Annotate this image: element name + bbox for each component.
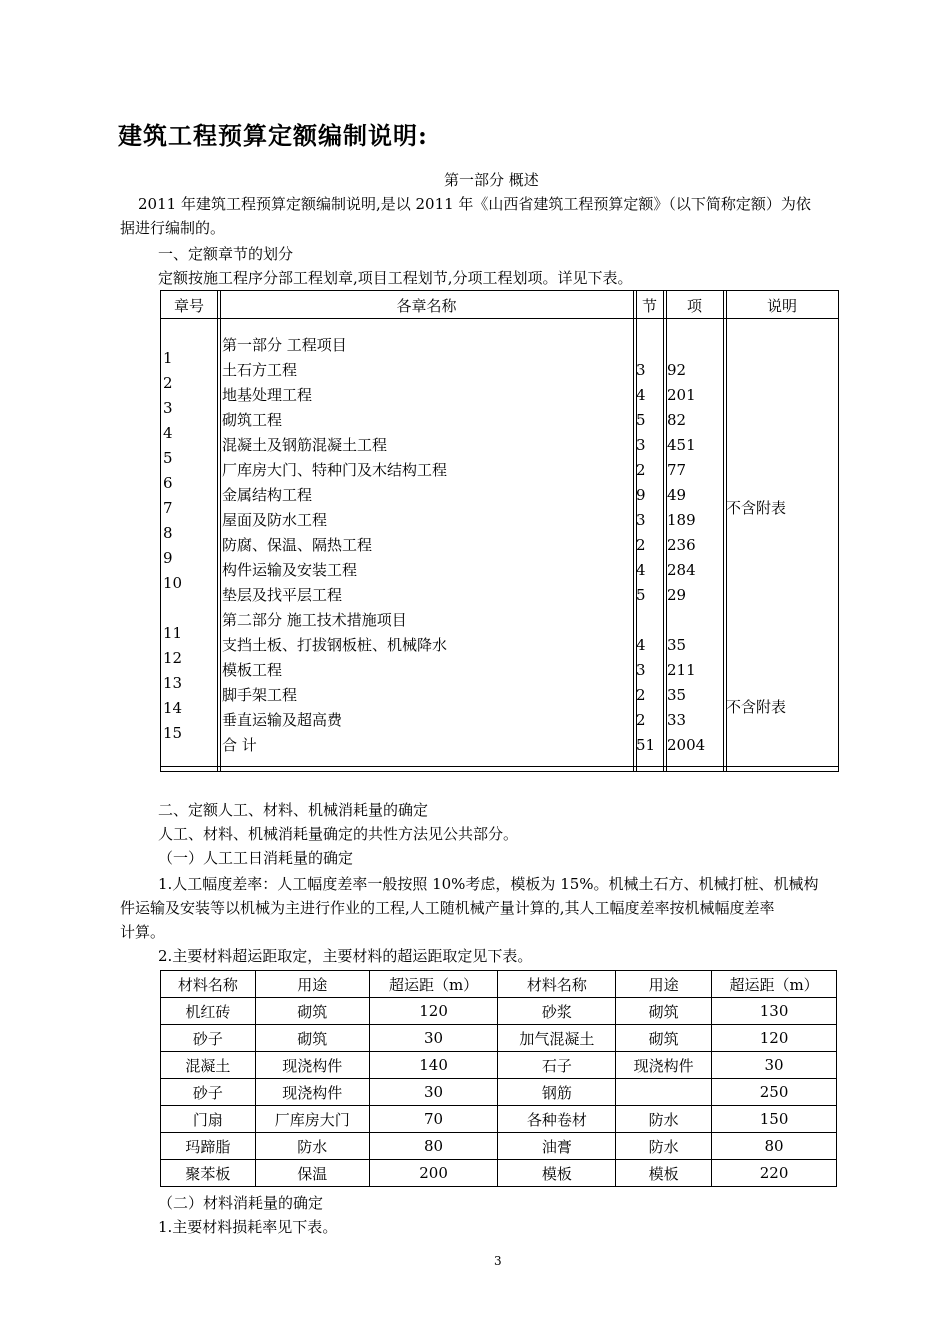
chapter-sections: 4 — [636, 386, 646, 404]
sub2-heading: （二）材料消耗量的确定 — [158, 1194, 324, 1212]
table-cell: 现浇构件 — [616, 1052, 712, 1079]
header-cell: 用途 — [616, 971, 712, 998]
table-cell: 各种卷材 — [498, 1106, 616, 1133]
table-cell: 玛蹄脂 — [161, 1133, 256, 1160]
chapter-no: 2 — [163, 374, 173, 392]
total-label: 合 计 — [222, 736, 257, 754]
chapter-name: 防腐、保温、隔热工程 — [222, 536, 373, 554]
table-row — [161, 1133, 837, 1160]
chapter-sections: 3 — [636, 436, 646, 454]
total-items: 2004 — [667, 736, 706, 754]
table-cell: 80 — [712, 1133, 837, 1160]
chapter-items: 284 — [667, 561, 696, 579]
table-cell: 油膏 — [498, 1133, 616, 1160]
chapter-sections: 2 — [636, 536, 646, 554]
chapter-sections: 5 — [636, 586, 646, 604]
chapter-no: 12 — [163, 649, 183, 667]
table-cell: 200 — [369, 1160, 498, 1187]
chapter-sections: 9 — [636, 486, 646, 504]
table-cell: 砂子 — [161, 1079, 256, 1106]
chapter-items: 189 — [667, 511, 696, 529]
chapter-no: 6 — [163, 474, 173, 492]
sub1-paragraph-line-3: 计算。 — [120, 923, 166, 941]
chapter-no: 9 — [163, 549, 173, 567]
table-cell: 防水 — [616, 1133, 712, 1160]
table-cell: 120 — [712, 1025, 837, 1052]
chapter-note: 不含附表 — [726, 499, 787, 517]
table-header-row — [161, 971, 837, 998]
sub1-heading: （一）人工工日消耗量的确定 — [158, 849, 354, 867]
chapter-no: 13 — [163, 674, 183, 692]
table-cell: 模板 — [616, 1160, 712, 1187]
chapter-sections: 4 — [636, 636, 646, 654]
document-title: 建筑工程预算定额编制说明: — [118, 121, 428, 150]
header-chapter-name: 各章名称 — [396, 297, 457, 315]
sub1-paragraph-line-2: 件运输及安装等以机械为主进行作业的工程,人工随机械产量计算的,其人工幅度差率按机械幅度差率 — [120, 899, 775, 917]
chapter-items: 236 — [667, 536, 696, 554]
table-cell: 砌筑 — [616, 1025, 712, 1052]
table-cell: 150 — [712, 1106, 837, 1133]
table-row — [161, 1106, 837, 1133]
chapter-sections: 3 — [636, 661, 646, 679]
section1-text: 定额按施工程序分部工程划章,项目工程划节,分项工程划项。详见下表。 — [158, 269, 633, 287]
table-cell: 120 — [369, 998, 498, 1025]
table-cell: 机红砖 — [161, 998, 256, 1025]
chapter-items: 35 — [667, 686, 687, 704]
chapter-sections: 5 — [636, 411, 646, 429]
chapter-sections: 4 — [636, 561, 646, 579]
chapter-name: 厂库房大门、特种门及木结构工程 — [222, 461, 448, 479]
table-cell: 80 — [369, 1133, 498, 1160]
sub2-paragraph-1: 1.主要材料损耗率见下表。 — [158, 1218, 338, 1236]
chapter-name: 金属结构工程 — [222, 486, 313, 504]
chapter-no: 15 — [163, 724, 183, 742]
chapter-sections: 2 — [636, 686, 646, 704]
material-distance-table — [160, 970, 837, 1187]
chapter-no: 7 — [163, 499, 173, 517]
intro-line-2: 据进行编制的。 — [120, 219, 226, 237]
section1-heading: 一、定额章节的划分 — [158, 245, 294, 263]
table-cell: 加气混凝土 — [498, 1025, 616, 1052]
table-cell: 防水 — [616, 1106, 712, 1133]
chapter-name: 屋面及防水工程 — [222, 511, 328, 529]
table-cell: 保温 — [255, 1160, 369, 1187]
table-cell: 砂子 — [161, 1025, 256, 1052]
header-note: 说明 — [766, 297, 797, 315]
chapter-items: 201 — [667, 386, 696, 404]
chapter-name: 土石方工程 — [222, 361, 298, 379]
table-cell: 模板 — [498, 1160, 616, 1187]
chapter-name: 地基处理工程 — [222, 386, 313, 404]
table-cell: 30 — [369, 1025, 498, 1052]
chapter-name: 垂直运输及超高费 — [222, 711, 343, 729]
chapter-name: 混凝土及钢筋混凝土工程 — [222, 436, 388, 454]
table-row — [161, 1160, 837, 1187]
header-sections: 节 — [641, 297, 657, 315]
table-cell: 钢筋 — [498, 1079, 616, 1106]
sub1-paragraph-line-1: 1.人工幅度差率：人工幅度差率一般按照 10%考虑，模板为 15%。机械土石方、机械打桩、机械构 — [158, 875, 819, 893]
chapter-note: 不含附表 — [726, 698, 787, 716]
chapter-no: 10 — [163, 574, 183, 592]
chapter-name: 脚手架工程 — [222, 686, 298, 704]
table-cell: 70 — [369, 1106, 498, 1133]
table-cell: 防水 — [255, 1133, 369, 1160]
table-cell: 混凝土 — [161, 1052, 256, 1079]
table-cell: 30 — [369, 1079, 498, 1106]
chapter-name: 模板工程 — [222, 661, 283, 679]
table-row — [161, 1079, 837, 1106]
table-cell: 130 — [712, 998, 837, 1025]
chapter-no: 8 — [163, 524, 173, 542]
header-cell: 用途 — [255, 971, 369, 998]
table-cell: 砂浆 — [498, 998, 616, 1025]
chapter-name: 支挡土板、打拔钢板桩、机械降水 — [222, 636, 448, 654]
table-cell: 门扇 — [161, 1106, 256, 1133]
chapter-items: 33 — [667, 711, 687, 729]
table-cell: 砌筑 — [616, 998, 712, 1025]
chapter-no: 4 — [163, 424, 173, 442]
table-row — [161, 998, 837, 1025]
chapter-items: 211 — [667, 661, 696, 679]
table-cell: 聚苯板 — [161, 1160, 256, 1187]
part-b-title: 第二部分 施工技术措施项目 — [222, 611, 407, 629]
chapter-items: 29 — [667, 586, 687, 604]
chapter-sections: 3 — [636, 361, 646, 379]
header-cell: 超运距（m） — [369, 971, 498, 998]
header-items: 项 — [686, 297, 702, 315]
chapter-name: 垫层及找平层工程 — [222, 586, 343, 604]
chapter-name: 砌筑工程 — [222, 411, 283, 429]
table-cell: 30 — [712, 1052, 837, 1079]
table-cell: 现浇构件 — [255, 1079, 369, 1106]
chapter-items: 77 — [667, 461, 687, 479]
header-chapter-no: 章号 — [173, 297, 204, 315]
table-cell: 砌筑 — [255, 1025, 369, 1052]
chapter-items: 92 — [667, 361, 687, 379]
header-cell: 材料名称 — [498, 971, 616, 998]
sub1-paragraph-2: 2.主要材料超运距取定，主要材料的超运距取定见下表。 — [158, 947, 533, 965]
total-sections: 51 — [636, 736, 656, 754]
chapter-no: 14 — [163, 699, 183, 717]
chapter-items: 451 — [667, 436, 696, 454]
chapter-no: 3 — [163, 399, 173, 417]
table-cell: 220 — [712, 1160, 837, 1187]
chapter-no: 1 — [163, 349, 173, 367]
table-cell — [616, 1079, 712, 1106]
chapter-name: 构件运输及安装工程 — [222, 561, 358, 579]
table-cell: 250 — [712, 1079, 837, 1106]
chapter-items: 35 — [667, 636, 687, 654]
chapter-items: 49 — [667, 486, 687, 504]
table-cell: 140 — [369, 1052, 498, 1079]
chapter-sections: 2 — [636, 461, 646, 479]
table-cell: 石子 — [498, 1052, 616, 1079]
part1-heading: 第一部分 概述 — [444, 171, 539, 189]
table-cell: 厂库房大门 — [255, 1106, 369, 1133]
part-a-title: 第一部分 工程项目 — [222, 336, 347, 354]
chapter-sections: 3 — [636, 511, 646, 529]
header-cell: 材料名称 — [161, 971, 256, 998]
chapter-table — [160, 290, 839, 772]
intro-line-1: 2011 年建筑工程预算定额编制说明,是以 2011 年《山西省建筑工程预算定额》（以下简称定额）为依 — [138, 195, 811, 213]
table-cell: 砌筑 — [255, 998, 369, 1025]
chapter-sections: 2 — [636, 711, 646, 729]
chapter-items: 82 — [667, 411, 687, 429]
chapter-no: 5 — [163, 449, 173, 467]
header-cell: 超运距（m） — [712, 971, 837, 998]
page-number: 3 — [494, 1254, 502, 1268]
table-row — [161, 1052, 837, 1079]
table-row — [161, 1025, 837, 1052]
table-cell: 现浇构件 — [255, 1052, 369, 1079]
section2-text: 人工、材料、机械消耗量确定的共性方法见公共部分。 — [158, 825, 519, 843]
chapter-no: 11 — [163, 624, 183, 642]
section2-heading: 二、定额人工、材料、机械消耗量的确定 — [158, 801, 429, 819]
